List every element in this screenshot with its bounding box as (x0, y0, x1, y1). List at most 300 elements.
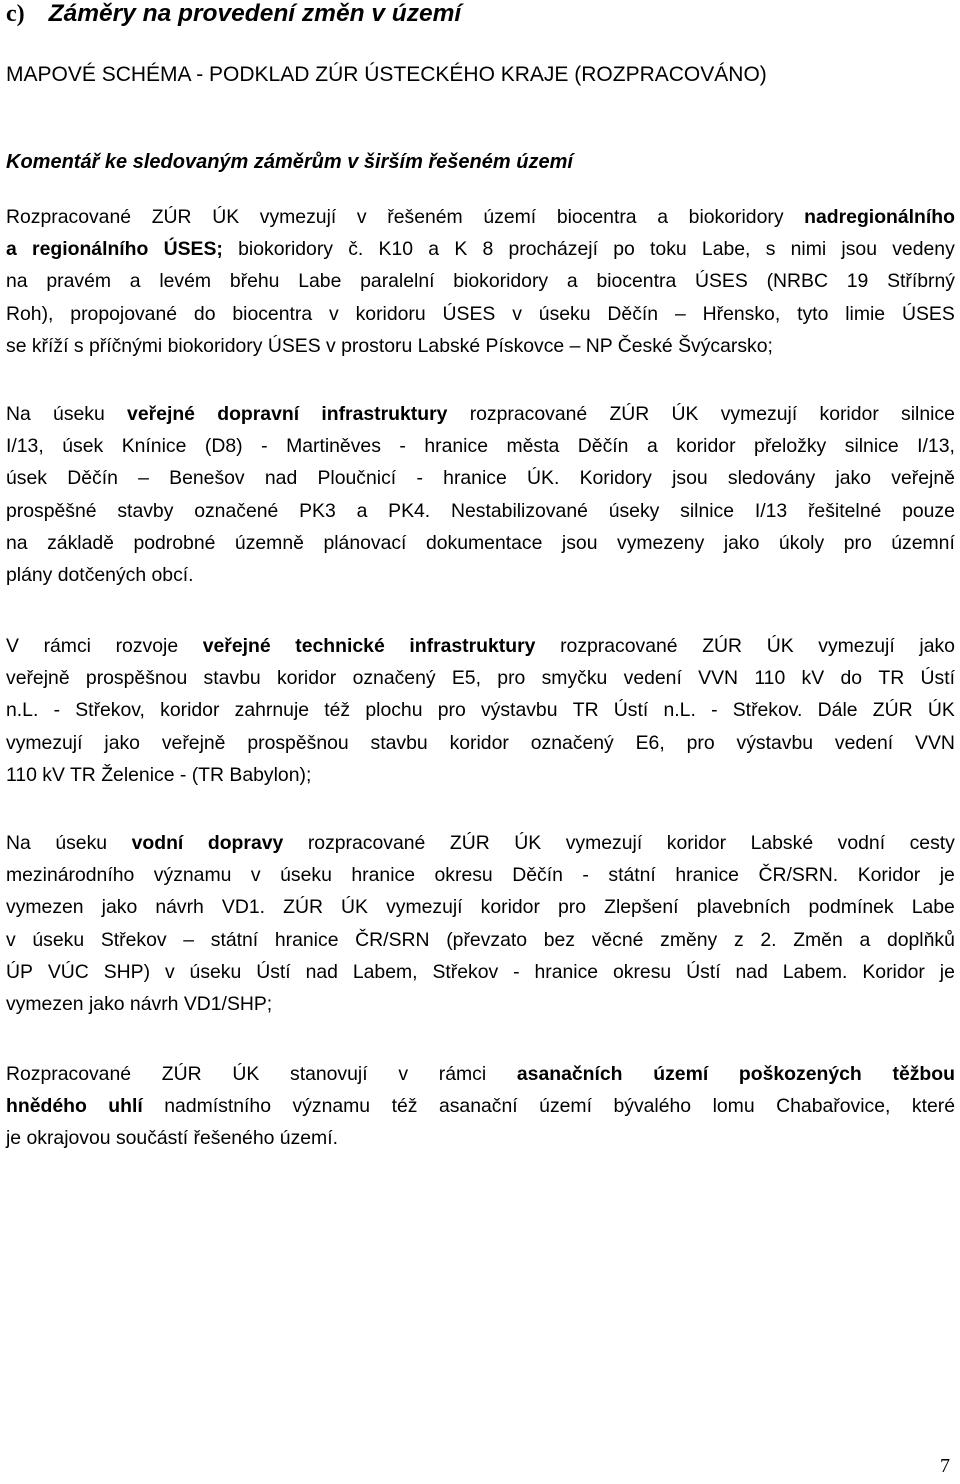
word: úseku (32, 928, 85, 951)
word: břehu (229, 270, 280, 293)
word: je (939, 960, 955, 983)
word: nadmístního (164, 1095, 271, 1118)
word: na (6, 270, 28, 293)
word: do (840, 667, 863, 690)
text-line (6, 300, 955, 328)
text-run: vymezen jako návrh VD1/SHP; (6, 993, 273, 1015)
word: silnice (901, 403, 955, 425)
word: - (711, 699, 718, 722)
word: biokoridory (688, 206, 784, 228)
word: SHP) (103, 960, 151, 983)
bold-word: území (653, 1063, 709, 1085)
word: nad (305, 960, 338, 983)
word: levém (159, 270, 212, 293)
word: K (454, 238, 468, 261)
word: prospěšnou (85, 667, 188, 690)
word: vymezen (6, 896, 84, 919)
word: VÚC (47, 960, 89, 983)
word: pouze (902, 499, 955, 522)
word: úseku (55, 832, 108, 854)
word: bez (543, 928, 575, 951)
word: rozpracované (307, 832, 426, 854)
word: lomu (712, 1095, 755, 1118)
word: pro (686, 731, 715, 754)
word: úkoly (778, 531, 825, 554)
word: územně (234, 531, 304, 554)
word: výstavbu (480, 699, 558, 722)
word: Labe, (701, 238, 751, 261)
word: ÚK (514, 832, 542, 854)
word: Stříbrný (887, 270, 955, 293)
word: území (483, 206, 537, 228)
word: procházejí (508, 238, 598, 261)
word: hranice (534, 960, 599, 983)
word: plánovací (323, 531, 407, 554)
word: - (261, 435, 268, 458)
text-line (6, 203, 955, 231)
word: hranice (424, 435, 488, 458)
word: podrobné (133, 531, 216, 554)
text-run: se kříží s příčnými biokoridory ÚSES v prostoru Labské Pískovce – NP České Švýcarsko; (6, 334, 773, 357)
word: Hřensko, (702, 302, 781, 325)
word: které (911, 1095, 955, 1118)
text-line (6, 497, 955, 525)
word: Zlepšení (604, 896, 679, 919)
word: E6, (635, 731, 665, 754)
word: v (250, 864, 261, 887)
word: Labe (911, 896, 955, 919)
word: Rozpracované (6, 206, 132, 228)
bold-word: dopravy (207, 832, 284, 854)
word: Ústí (256, 960, 291, 983)
word: významu (153, 864, 232, 887)
word: propojované (70, 302, 178, 325)
word: změny (660, 928, 718, 951)
word: vodní (837, 832, 886, 854)
word: V (6, 635, 19, 657)
word: ÚSES (901, 302, 955, 325)
comment-title: Komentář ke sledovaným záměrům v širším řešeném území (6, 151, 573, 173)
word: asanační (438, 1095, 518, 1118)
word: okresu (434, 864, 493, 887)
word: č. (348, 238, 364, 261)
word: tyto (797, 302, 829, 325)
word: stavby (117, 499, 174, 522)
word: státní (210, 928, 259, 951)
text-run: plány dotčených obcí. (6, 564, 194, 586)
word: jako (101, 896, 138, 919)
word: v (512, 302, 522, 325)
map-schema-title: MAPOVÉ SCHÉMA - PODKLAD ZÚR ÚSTECKÉHO KRAJE (ROZPRACOVÁNO) (6, 63, 767, 86)
word: pro (437, 699, 466, 722)
word: plavebních (696, 896, 791, 919)
word: pro (497, 667, 526, 690)
word: - (416, 467, 423, 490)
bold-word: infrastruktury (409, 635, 536, 657)
word: PK4. (388, 499, 431, 522)
word: úseku (280, 864, 332, 887)
word: n.L. (6, 699, 39, 722)
word: dokumentace (425, 531, 543, 554)
word: ZÚR (872, 699, 913, 722)
word: n.L. (663, 699, 696, 722)
word: Děčín (512, 864, 563, 887)
word: ÚK (671, 403, 699, 425)
word: úseku (53, 403, 105, 425)
word: ZÚR (609, 403, 650, 425)
word: Koridory (579, 467, 652, 490)
text-run: 110 kV TR Želenice - (TR Babylon); (6, 763, 312, 786)
word: do (193, 302, 216, 325)
word: Střekov, (75, 699, 145, 722)
text-line (6, 926, 955, 954)
page-number: 7 (940, 1455, 950, 1477)
word: úsek (62, 435, 104, 458)
word: hranice (443, 467, 507, 490)
text-line (6, 432, 955, 460)
word: ZÚR (283, 896, 323, 919)
word: (převzato (446, 928, 528, 951)
word: ČR/SRN (355, 928, 430, 951)
word: koridor (480, 896, 540, 919)
text-line (6, 829, 955, 857)
word: a (428, 238, 440, 261)
word: v (6, 928, 16, 951)
word: řešeném (387, 206, 463, 228)
word: stavbu (370, 731, 428, 754)
word: vymezují (565, 832, 643, 854)
word: rozpracované (469, 403, 588, 425)
word: Ústí (920, 667, 955, 690)
bold-word: hnědého (6, 1095, 87, 1118)
word: úseku (189, 960, 242, 983)
word: Děčín (67, 467, 118, 490)
word: rozvoje (115, 635, 179, 657)
word: hranice (675, 864, 739, 887)
text-line (6, 696, 955, 724)
word: veřejně (891, 467, 955, 490)
word: koridor (666, 832, 727, 854)
text-line (6, 1124, 338, 1152)
word: řešitelné (807, 499, 882, 522)
word: vymezují (6, 731, 83, 754)
word: nimi (790, 238, 827, 261)
word: Labské (750, 832, 814, 854)
word: Rozpracované (6, 1063, 132, 1085)
word: limie (845, 302, 886, 325)
word: Děčín (577, 435, 629, 458)
word: jako (835, 467, 872, 490)
word: Změn (793, 928, 843, 951)
word: vedení (834, 731, 894, 754)
word: vymezují (720, 403, 798, 425)
word: plochu (365, 699, 423, 722)
word: hranice (274, 928, 339, 951)
word: 8 (482, 238, 494, 261)
word: Labe (298, 270, 342, 293)
word: vymezují (386, 896, 463, 919)
word: nad (735, 960, 768, 983)
word: přeložky (754, 435, 827, 458)
word: ZÚR (151, 206, 192, 228)
word: – (674, 302, 686, 325)
text-line (6, 332, 773, 360)
word: Koridor (857, 864, 921, 887)
word: (D8) (204, 435, 243, 458)
word: TR (878, 667, 905, 690)
word: ČR/SRN. (758, 864, 839, 887)
text-line (6, 1060, 955, 1088)
word: PK3 (299, 499, 336, 522)
word: vedení (623, 667, 682, 690)
word: okresu (613, 960, 672, 983)
word: silnice (844, 435, 899, 458)
word: vymezují (818, 635, 895, 657)
word: ÚSES (695, 270, 748, 293)
word: Ploučnicí (317, 467, 397, 490)
word: veřejně (161, 731, 226, 754)
word: Na (6, 832, 31, 854)
word: sledovány (727, 467, 816, 490)
word: rámci (438, 1063, 487, 1085)
bold-word: infrastruktury (321, 403, 448, 425)
word: koridor (676, 435, 736, 458)
text-line (6, 761, 311, 789)
word: ÚSES (442, 302, 496, 325)
word: kV (801, 667, 825, 690)
word: 110 (754, 667, 786, 690)
word: VD1. (221, 896, 266, 919)
bold-word: ÚSES; (163, 238, 223, 261)
word: paralelní (360, 270, 435, 293)
word: Ústí (686, 960, 721, 983)
word: koridor (449, 731, 509, 754)
bold-word: a (6, 238, 17, 261)
text-line (6, 529, 955, 557)
word: v (398, 1063, 409, 1085)
word: ÚK (232, 1063, 260, 1085)
word: TR (572, 699, 599, 722)
word: – (183, 928, 195, 951)
bold-word: dopravní (217, 403, 300, 425)
word: označené (194, 499, 279, 522)
word: v (164, 960, 175, 983)
text-line (6, 235, 955, 263)
bold-word: technické (295, 635, 385, 657)
word: hranice (351, 864, 415, 887)
word: úseky (608, 499, 660, 522)
bold-word: poškozených (738, 1063, 862, 1085)
word: Dále (817, 699, 858, 722)
word: – (138, 467, 149, 490)
word: a (646, 435, 658, 458)
word: vymezují (259, 206, 337, 228)
word: Chabařovice, (776, 1095, 891, 1118)
word: koridor (160, 699, 220, 722)
word: věcné (591, 928, 644, 951)
word: z (733, 928, 744, 951)
word: VVN (698, 667, 739, 690)
word: biocentra (556, 206, 637, 228)
word: bývalého (613, 1095, 692, 1118)
word: stanovují (290, 1063, 368, 1085)
word: ZÚR (449, 832, 490, 854)
word: biocentra (596, 270, 677, 293)
word: označený (352, 667, 436, 690)
word: Střekov. (732, 699, 803, 722)
bold-word: regionálního (32, 238, 149, 261)
word: města (506, 435, 560, 458)
word: ZÚR (702, 635, 743, 657)
word: prospěšné (6, 499, 97, 522)
word: - (582, 864, 589, 887)
bold-word: veřejné (127, 403, 195, 425)
text-line (6, 400, 955, 428)
word: 2. (760, 928, 777, 951)
section-title: Záměry na provedení změn v území (48, 0, 462, 27)
word: s (765, 238, 776, 261)
word: a (129, 270, 141, 293)
word: ÚK (927, 699, 955, 722)
word: rozpracované (560, 635, 678, 657)
word: koridor (276, 667, 337, 690)
word: cesty (909, 832, 955, 854)
word: vymezeny (617, 531, 705, 554)
word: ÚK (766, 635, 794, 657)
word: Na (6, 403, 31, 425)
word: toku (650, 238, 687, 261)
text-line (6, 1092, 955, 1120)
word: VVN (915, 731, 955, 754)
word: jsou (841, 238, 877, 261)
word: biokoridory (453, 270, 549, 293)
section-heading (6, 0, 461, 29)
bold-word: vodní (131, 832, 184, 854)
word: pravém (46, 270, 112, 293)
word: Roh), (6, 302, 54, 325)
text-line (6, 267, 955, 295)
word: podmínek (808, 896, 894, 919)
word: jako (723, 531, 760, 554)
word: 19 (846, 270, 869, 293)
word: ÚK (341, 896, 368, 919)
word: a (566, 270, 578, 293)
word: prospěšnou (247, 731, 349, 754)
word: ÚK. (527, 467, 560, 490)
word: silnice (680, 499, 735, 522)
word: a (859, 928, 871, 951)
word: je (939, 864, 955, 887)
word: nad (264, 467, 298, 490)
word: jsou (561, 531, 598, 554)
word: Ústí (613, 699, 649, 722)
word: území (539, 1095, 592, 1118)
word: doplňků (886, 928, 955, 951)
word: rámci (43, 635, 91, 657)
word: též (391, 1095, 418, 1118)
word: Knínice (121, 435, 187, 458)
bold-word: uhlí (108, 1095, 143, 1118)
word: a (356, 499, 368, 522)
word: a (657, 206, 669, 228)
word: Labem, (352, 960, 418, 983)
word: Děčín (607, 302, 659, 325)
bold-word: asanačních (516, 1063, 623, 1085)
word: po (613, 238, 635, 261)
word: - (399, 435, 406, 458)
word: jsou (672, 467, 708, 490)
word: ZÚR (161, 1063, 202, 1085)
word: jako (104, 731, 140, 754)
word: Koridor (862, 960, 925, 983)
word: významu (292, 1095, 371, 1118)
word: I/13 (754, 499, 788, 522)
word: K10 (378, 238, 414, 261)
text-line (6, 729, 955, 757)
bold-word: těžbou (892, 1063, 955, 1085)
word: Střekov (432, 960, 499, 983)
word: též (324, 699, 351, 722)
text-line (6, 632, 955, 660)
word: v (329, 302, 339, 325)
bold-word: nadregionálního (804, 206, 955, 228)
word: smyčku (541, 667, 608, 690)
word: Martiněves (286, 435, 381, 458)
word: E5, (451, 667, 481, 690)
word: zahrnuje (234, 699, 310, 722)
text-line (6, 561, 194, 589)
text-line (6, 893, 955, 921)
word: koridor (819, 403, 879, 425)
text-line (6, 664, 955, 692)
word: na (6, 531, 28, 554)
word: úsek (6, 467, 47, 490)
word: - (513, 960, 520, 983)
word: Labem. (782, 960, 848, 983)
word: základě (47, 531, 114, 554)
word: biokoridory (238, 238, 333, 261)
text-run: je okrajovou součástí řešeného území. (6, 1127, 338, 1150)
word: Střekov (100, 928, 167, 951)
word: Benešov (169, 467, 245, 490)
word: veřejně (6, 667, 70, 690)
word: ÚP (6, 960, 33, 983)
word: I/13, (6, 435, 44, 458)
word: jako (919, 635, 955, 657)
section-letter: c) (6, 1, 25, 27)
word: v (356, 206, 367, 228)
word: - (53, 699, 61, 722)
bold-word: veřejné (202, 635, 271, 657)
word: pro (558, 896, 587, 919)
word: stavbu (203, 667, 261, 690)
word: výstavbu (736, 731, 814, 754)
word: vedeny (892, 238, 955, 261)
word: označený (530, 731, 614, 754)
word: koridoru (355, 302, 426, 325)
text-line (6, 958, 955, 986)
text-line (6, 861, 955, 889)
word: Nestabilizované (451, 499, 588, 522)
word: pro (843, 531, 872, 554)
word: biocentra (232, 302, 313, 325)
word: územní (891, 531, 955, 554)
word: úseku (538, 302, 591, 325)
word: státní (608, 864, 656, 887)
text-line (6, 464, 955, 492)
word: mezinárodního (6, 864, 135, 887)
word: (NRBC (766, 270, 828, 293)
